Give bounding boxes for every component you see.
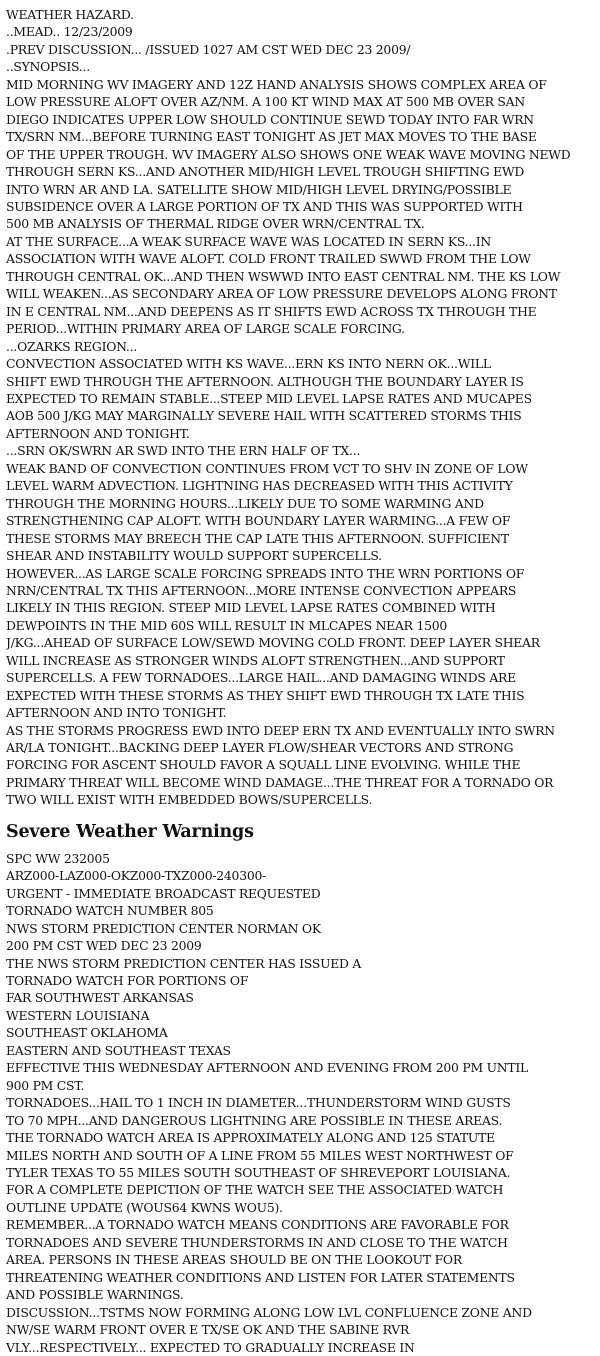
forecast-line: AT THE SURFACE...A WEAK SURFACE WAVE WAS LOCATED IN SERN KS...IN (6, 233, 491, 249)
forecast-line: AS THE STORMS PROGRESS EWD INTO DEEP ERN TX AND EVENTUALLY INTO SWRN (6, 722, 555, 738)
warnings-line: 900 PM CST. (6, 1077, 85, 1093)
forecast-line: TX/SRN NM...BEFORE TURNING EAST TONIGHT AS JET MAX MOVES TO THE BASE (6, 129, 537, 145)
section-heading-severe-weather-warnings: Severe Weather Warnings (6, 821, 254, 842)
forecast-line: INTO WRN AR AND LA. SATELLITE SHOW MID/HIGH LEVEL DRYING/POSSIBLE (6, 181, 512, 197)
warnings-line: THE TORNADO WATCH AREA IS APPROXIMATELY ALONG AND 125 STATUTE (6, 1130, 495, 1146)
forecast-line: ...SRN OK/SWRN AR SWD INTO THE ERN HALF OF TX... (6, 443, 361, 459)
forecast-line: AR/LA TONIGHT...BACKING DEEP LAYER FLOW/SHEAR VECTORS AND STRONG (6, 740, 514, 756)
warnings-line: AND POSSIBLE WARNINGS. (6, 1287, 184, 1303)
forecast-line: J/KG...AHEAD OF SURFACE LOW/SEWD MOVING COLD FRONT. DEEP LAYER SHEAR (6, 635, 540, 651)
forecast-line: ..MEAD.. 12/23/2009 (6, 24, 133, 40)
forecast-line: WILL WEAKEN...AS SECONDARY AREA OF LOW PRESSURE DEVELOPS ALONG FRONT (6, 286, 557, 302)
warnings-line: AREA. PERSONS IN THESE AREAS SHOULD BE ON THE LOOKOUT FOR (6, 1252, 462, 1268)
warnings-line: THE NWS STORM PREDICTION CENTER HAS ISSUED A (6, 955, 362, 971)
warnings-line: WESTERN LOUISIANA (6, 1007, 150, 1023)
forecast-line: 500 MB ANALYSIS OF THERMAL RIDGE OVER WRN/CENTRAL TX. (6, 216, 425, 232)
forecast-line: NRN/CENTRAL TX THIS AFTERNOON...MORE INTENSE CONVECTION APPEARS (6, 582, 517, 598)
warnings-line: MILES NORTH AND SOUTH OF A LINE FROM 55 MILES WEST NORTHWEST OF (6, 1147, 514, 1163)
warnings-line: DISCUSSION...TSTMS NOW FORMING ALONG LOW LVL CONFLUENCE ZONE AND (6, 1304, 532, 1320)
forecast-line: LIKELY IN THIS REGION. STEEP MID LEVEL LAPSE RATES COMBINED WITH (6, 600, 496, 616)
forecast-line: AOB 500 J/KG MAY MARGINALLY SEVERE HAIL WITH SCATTERED STORMS THIS (6, 408, 522, 424)
warnings-line: EFFECTIVE THIS WEDNESDAY AFTERNOON AND EVENING FROM 200 PM UNTIL (6, 1060, 529, 1076)
forecast-line: ..SYNOPSIS... (6, 59, 90, 75)
warnings-line: REMEMBER...A TORNADO WATCH MEANS CONDITIONS ARE FAVORABLE FOR (6, 1217, 509, 1233)
forecast-line: CONVECTION ASSOCIATED WITH KS WAVE...ERN KS INTO NERN OK...WILL (6, 356, 491, 372)
warnings-line: SOUTHEAST OKLAHOMA (6, 1025, 168, 1041)
severe-weather-warnings (6, 850, 594, 1356)
weather-document (6, 6, 594, 1356)
forecast-line: OF THE UPPER TROUGH. WV IMAGERY ALSO SHOWS ONE WEAK WAVE MOVING NEWD (6, 146, 571, 162)
forecast-line: PRIMARY THREAT WILL BECOME WIND DAMAGE...THE THREAT FOR A TORNADO OR (6, 774, 554, 790)
forecast-line: WILL INCREASE AS STRONGER WINDS ALOFT STRENGTHEN...AND SUPPORT (6, 652, 505, 668)
forecast-line: ...OZARKS REGION... (6, 338, 137, 354)
forecast-line: THROUGH THE MORNING HOURS...LIKELY DUE TO SOME WARMING AND (6, 495, 484, 511)
warnings-line: 200 PM CST WED DEC 23 2009 (6, 938, 202, 954)
warnings-line: OUTLINE UPDATE (WOUS64 KWNS WOU5). (6, 1199, 283, 1215)
forecast-line: DIEGO INDICATES UPPER LOW SHOULD CONTINUE SEWD TODAY INTO FAR WRN (6, 111, 534, 127)
warnings-line: TYLER TEXAS TO 55 MILES SOUTH SOUTHEAST OF SHREVEPORT LOUISIANA. (6, 1165, 511, 1180)
forecast-line: EXPECTED TO REMAIN STABLE...STEEP MID LEVEL LAPSE RATES AND MUCAPES (6, 390, 532, 406)
warnings-line: TORNADOES AND SEVERE THUNDERSTORMS IN AND CLOSE TO THE WATCH (6, 1234, 508, 1250)
warnings-line: URGENT - IMMEDIATE BROADCAST REQUESTED (6, 885, 321, 901)
forecast-line: FORCING FOR ASCENT SHOULD FAVOR A SQUALL LINE EVOLVING. WHILE THE (6, 757, 521, 773)
forecast-line: THROUGH SERN KS...AND ANOTHER MID/HIGH LEVEL TROUGH SHIFTING EWD (6, 164, 525, 180)
warnings-line: TORNADO WATCH NUMBER 805 (6, 903, 214, 919)
forecast-line: LEVEL WARM ADVECTION. LIGHTNING HAS DECREASED WITH THIS ACTIVITY (6, 478, 513, 494)
forecast-line: SUBSIDENCE OVER A LARGE PORTION OF TX AND THIS WAS SUPPORTED WITH (6, 198, 523, 214)
warnings-line: NW/SE WARM FRONT OVER E TX/SE OK AND THE SABINE RVR (6, 1322, 410, 1338)
forecast-line: STRENGTHENING CAP ALOFT. WITH BOUNDARY LAYER WARMING...A FEW OF (6, 513, 511, 529)
warnings-line: EASTERN AND SOUTHEAST TEXAS (6, 1042, 231, 1058)
forecast-line: DEWPOINTS IN THE MID 60S WILL RESULT IN MLCAPES NEAR 1500 (6, 617, 447, 633)
forecast-line: ASSOCIATION WITH WAVE ALOFT. COLD FRONT TRAILED SWWD FROM THE LOW (6, 251, 531, 267)
forecast-discussion (6, 6, 594, 809)
forecast-line: EXPECTED WITH THESE STORMS AS THEY SHIFT EWD THROUGH TX LATE THIS (6, 687, 525, 703)
warnings-line: THREATENING WEATHER CONDITIONS AND LISTEN FOR LATER STATEMENTS (6, 1269, 515, 1285)
warnings-line: NWS STORM PREDICTION CENTER NORMAN OK (6, 920, 321, 936)
forecast-line: TWO WILL EXIST WITH EMBEDDED BOWS/SUPERCELLS. (6, 792, 373, 808)
forecast-line: LOW PRESSURE ALOFT OVER AZ/NM. A 100 KT WIND MAX AT 500 MB OVER SAN (6, 94, 525, 110)
warnings-line: TO 70 MPH...AND DANGEROUS LIGHTNING ARE POSSIBLE IN THESE AREAS. (6, 1112, 503, 1128)
forecast-line: WEATHER HAZARD. (6, 7, 134, 22)
warnings-line: TORNADOES...HAIL TO 1 INCH IN DIAMETER...THUNDERSTORM WIND GUSTS (6, 1095, 511, 1111)
forecast-line: HOWEVER...AS LARGE SCALE FORCING SPREADS INTO THE WRN PORTIONS OF (6, 565, 525, 581)
warnings-line: VLY...RESPECTIVELY... EXPECTED TO GRADUALLY INCREASE IN (6, 1339, 415, 1355)
warnings-line: TORNADO WATCH FOR PORTIONS OF (6, 973, 249, 989)
forecast-line: AFTERNOON AND INTO TONIGHT. (6, 705, 227, 721)
forecast-line: .PREV DISCUSSION... /ISSUED 1027 AM CST WED DEC 23 2009/ (6, 41, 411, 57)
forecast-line: MID MORNING WV IMAGERY AND 12Z HAND ANALYSIS SHOWS COMPLEX AREA OF (6, 76, 547, 92)
warnings-line: SPC WW 232005 (6, 850, 110, 866)
forecast-line: PERIOD...WITHIN PRIMARY AREA OF LARGE SCALE FORCING. (6, 321, 405, 337)
forecast-line: THROUGH CENTRAL OK...AND THEN WSWWD INTO EAST CENTRAL NM. THE KS LOW (6, 268, 561, 284)
forecast-line: THESE STORMS MAY BREECH THE CAP LATE THIS AFTERNOON. SUFFICIENT (6, 530, 509, 546)
warnings-line: ARZ000-LAZ000-OKZ000-TXZ000-240300- (6, 868, 267, 884)
forecast-line: WEAK BAND OF CONVECTION CONTINUES FROM VCT TO SHV IN ZONE OF LOW (6, 460, 528, 476)
forecast-line: SHEAR AND INSTABILITY WOULD SUPPORT SUPERCELLS. (6, 548, 382, 564)
forecast-line: IN E CENTRAL NM...AND DEEPENS AS IT SHIFTS EWD ACROSS TX THROUGH THE (6, 303, 537, 319)
warnings-line: FAR SOUTHWEST ARKANSAS (6, 990, 194, 1006)
forecast-line: SUPERCELLS. A FEW TORNADOES...LARGE HAIL...AND DAMAGING WINDS ARE (6, 670, 516, 686)
forecast-line: AFTERNOON AND TONIGHT. (6, 425, 190, 441)
warnings-line: FOR A COMPLETE DEPICTION OF THE WATCH SEE THE ASSOCIATED WATCH (6, 1182, 504, 1198)
forecast-line: SHIFT EWD THROUGH THE AFTERNOON. ALTHOUGH THE BOUNDARY LAYER IS (6, 373, 524, 389)
